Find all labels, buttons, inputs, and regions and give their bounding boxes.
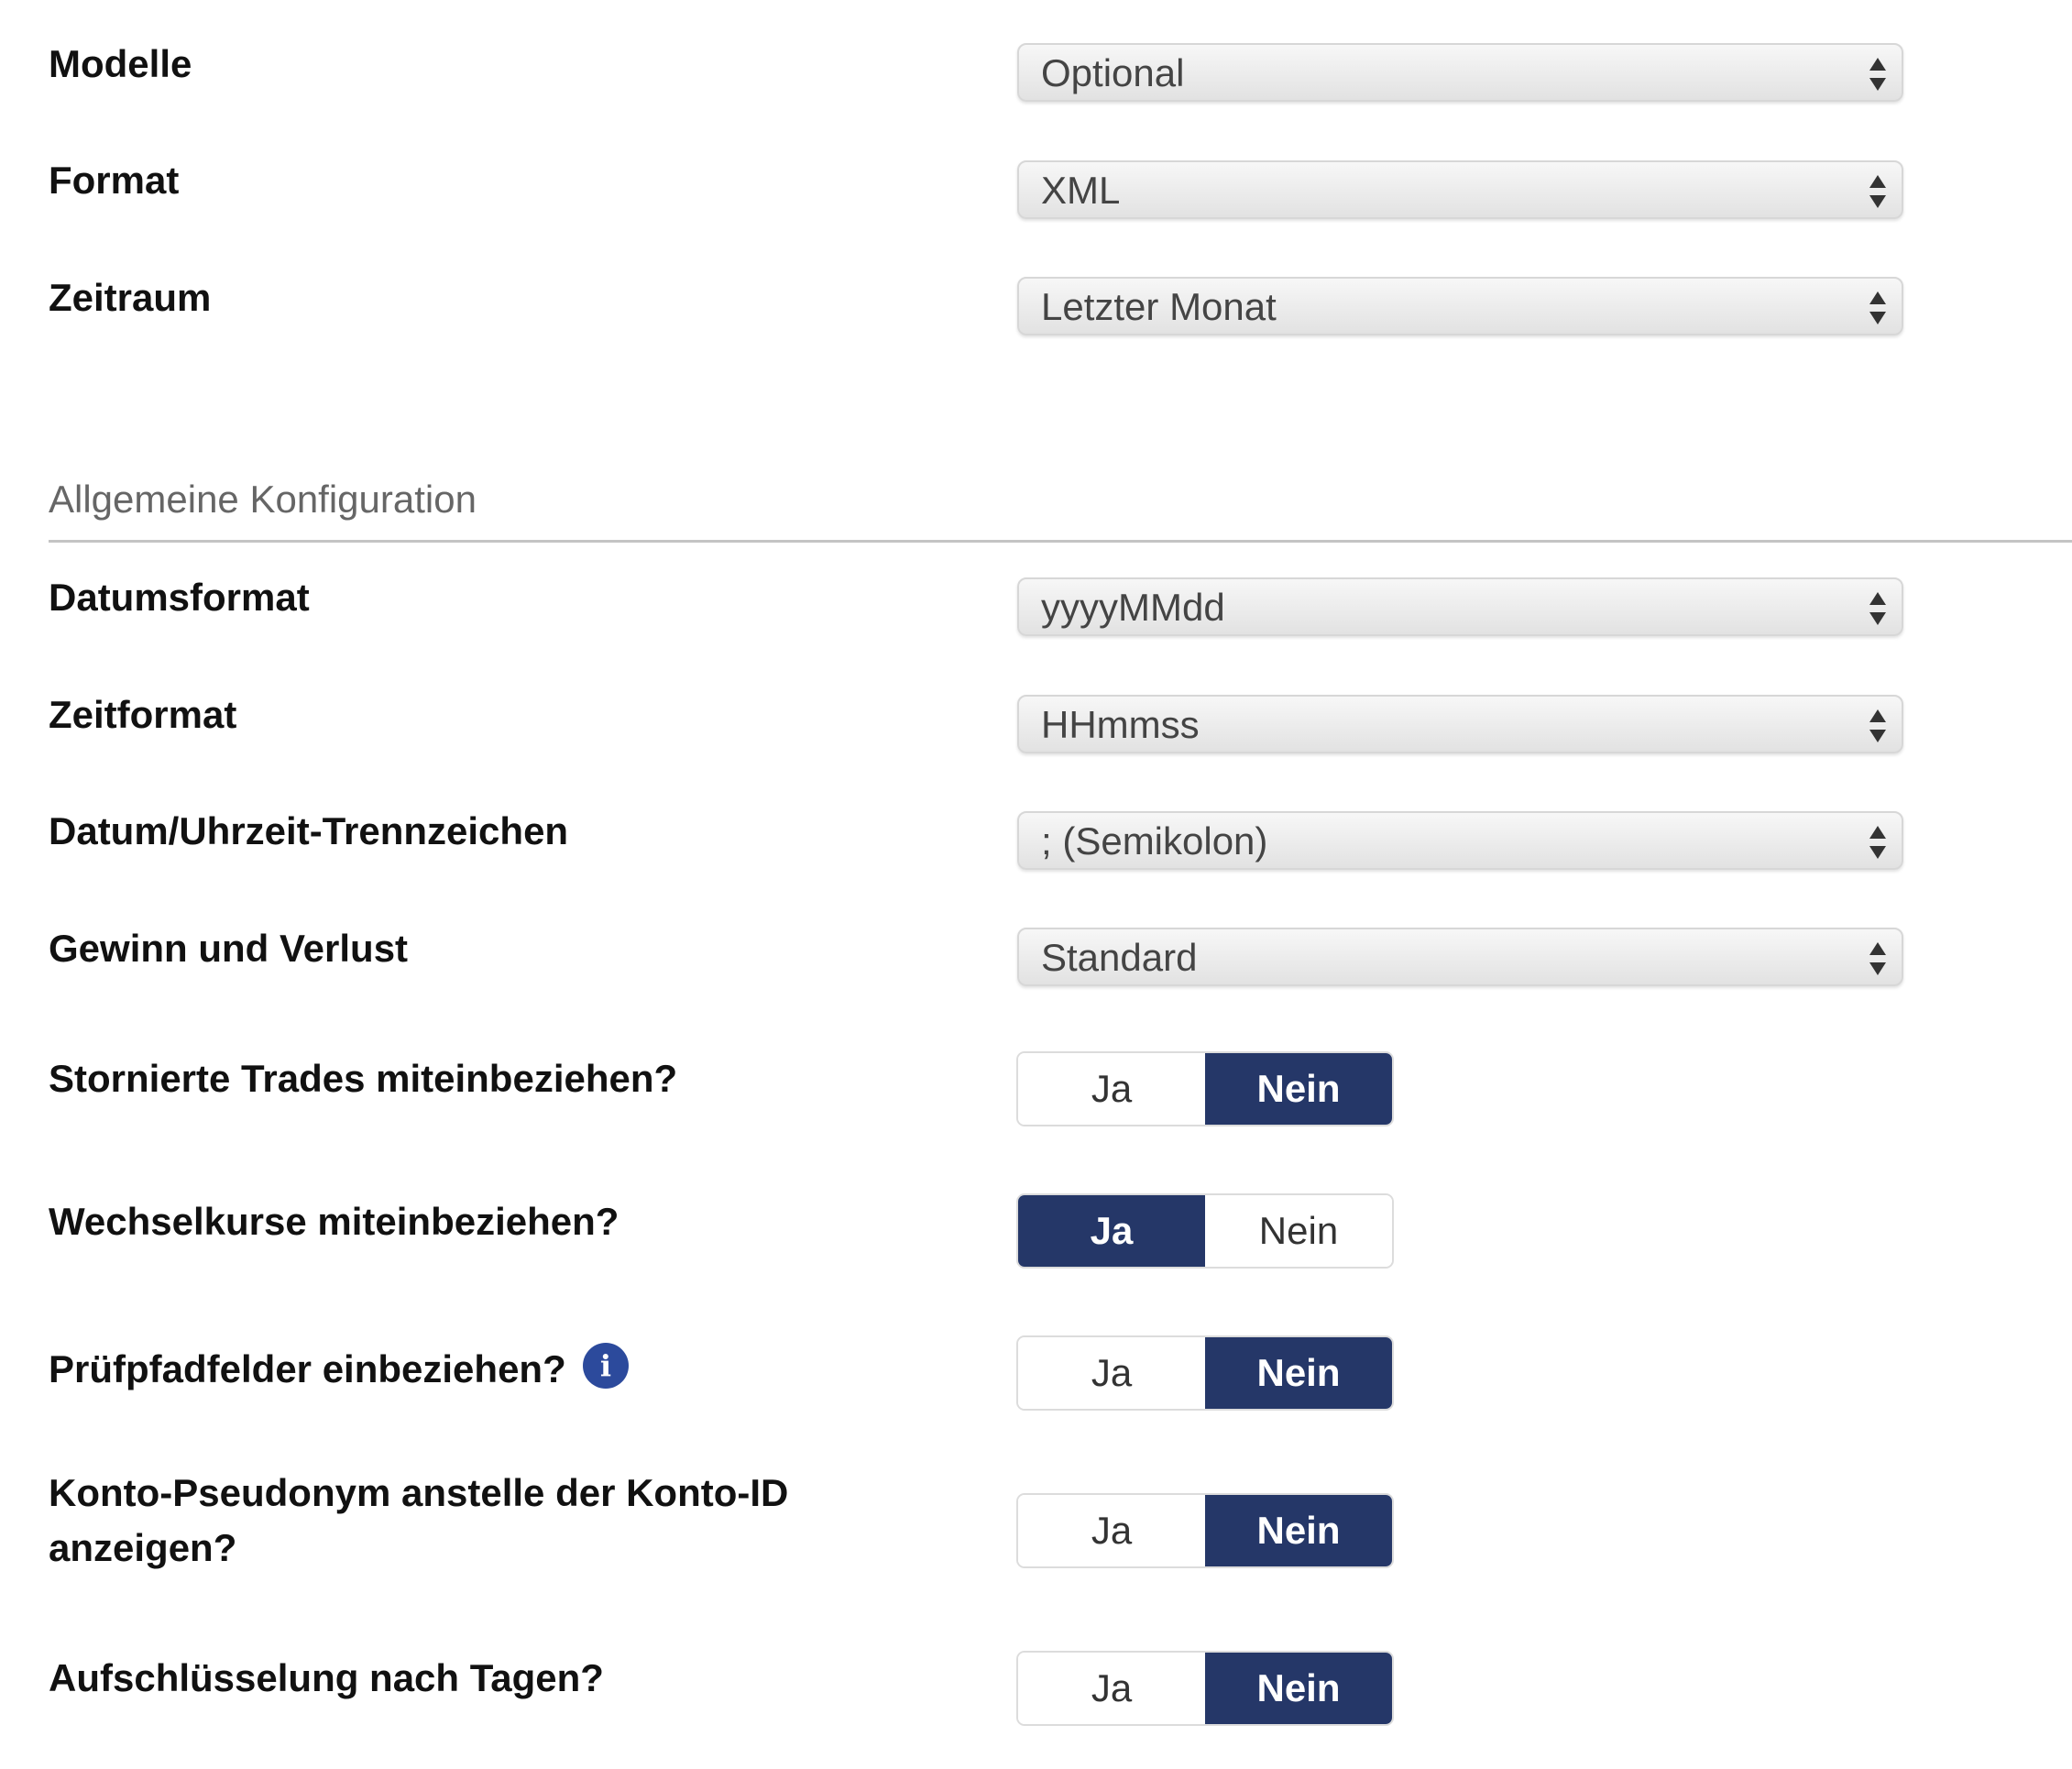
audit-label: Prüfpfadfelder einbeziehen?: [49, 1347, 566, 1390]
zeitraum-label: Zeitraum: [49, 276, 212, 319]
audit-yes-option[interactable]: Ja: [1018, 1337, 1205, 1409]
section-divider: [49, 540, 2072, 543]
separator-label: Datum/Uhrzeit-Trennzeichen: [49, 809, 569, 852]
fx-yes-option[interactable]: Ja: [1018, 1195, 1205, 1267]
storno-yes-option[interactable]: Ja: [1018, 1053, 1205, 1125]
alias-label: Konto-Pseudonym anstelle der Konto-ID anzeigen?: [49, 1471, 789, 1569]
zeitformat-select[interactable]: [1017, 695, 1903, 753]
alias-yes-option[interactable]: Ja: [1018, 1495, 1205, 1566]
select-arrows-icon: [1867, 590, 1889, 627]
pnl-select[interactable]: [1017, 928, 1903, 986]
fx-toggle[interactable]: [1016, 1193, 1394, 1269]
alias-toggle[interactable]: [1016, 1493, 1394, 1568]
zeitraum-select[interactable]: [1017, 277, 1903, 335]
fx-no-option[interactable]: Nein: [1205, 1195, 1392, 1267]
select-arrows-icon: [1867, 56, 1889, 93]
format-label: Format: [49, 159, 180, 202]
select-arrows-icon: [1867, 708, 1889, 744]
modelle-label: Modelle: [49, 42, 192, 85]
select-arrows-icon: [1867, 824, 1889, 861]
audit-no-option[interactable]: Nein: [1205, 1337, 1392, 1409]
select-arrows-icon: [1867, 290, 1889, 326]
pnl-select-value: Standard: [1041, 936, 1198, 979]
separator-select[interactable]: [1017, 811, 1903, 870]
pnl-label: Gewinn und Verlust: [49, 927, 409, 970]
audit-toggle[interactable]: [1016, 1335, 1394, 1411]
format-select-value: XML: [1041, 169, 1121, 212]
select-arrows-icon: [1867, 940, 1889, 977]
storno-no-option[interactable]: Nein: [1205, 1053, 1392, 1125]
daily-toggle[interactable]: [1016, 1651, 1394, 1726]
zeitraum-select-value: Letzter Monat: [1041, 285, 1277, 328]
info-icon[interactable]: i: [583, 1343, 629, 1389]
datumsformat-select[interactable]: [1017, 577, 1903, 636]
format-select[interactable]: [1017, 160, 1903, 219]
daily-label: Aufschlüsselung nach Tagen?: [49, 1656, 604, 1699]
zeitformat-select-value: HHmmss: [1041, 703, 1200, 746]
modelle-select[interactable]: [1017, 43, 1903, 102]
storno-toggle[interactable]: [1016, 1051, 1394, 1126]
zeitformat-label: Zeitformat: [49, 693, 237, 736]
storno-label: Stornierte Trades miteinbeziehen?: [49, 1057, 678, 1100]
daily-yes-option[interactable]: Ja: [1018, 1653, 1205, 1724]
separator-select-value: ; (Semikolon): [1041, 819, 1268, 863]
section-title-general: Allgemeine Konfiguration: [49, 478, 477, 521]
datumsformat-label: Datumsformat: [49, 576, 310, 619]
select-arrows-icon: [1867, 173, 1889, 210]
fx-label: Wechselkurse miteinbeziehen?: [49, 1200, 619, 1243]
alias-no-option[interactable]: Nein: [1205, 1495, 1392, 1566]
daily-no-option[interactable]: Nein: [1205, 1653, 1392, 1724]
datumsformat-select-value: yyyyMMdd: [1041, 586, 1225, 629]
modelle-select-value: Optional: [1041, 51, 1185, 94]
